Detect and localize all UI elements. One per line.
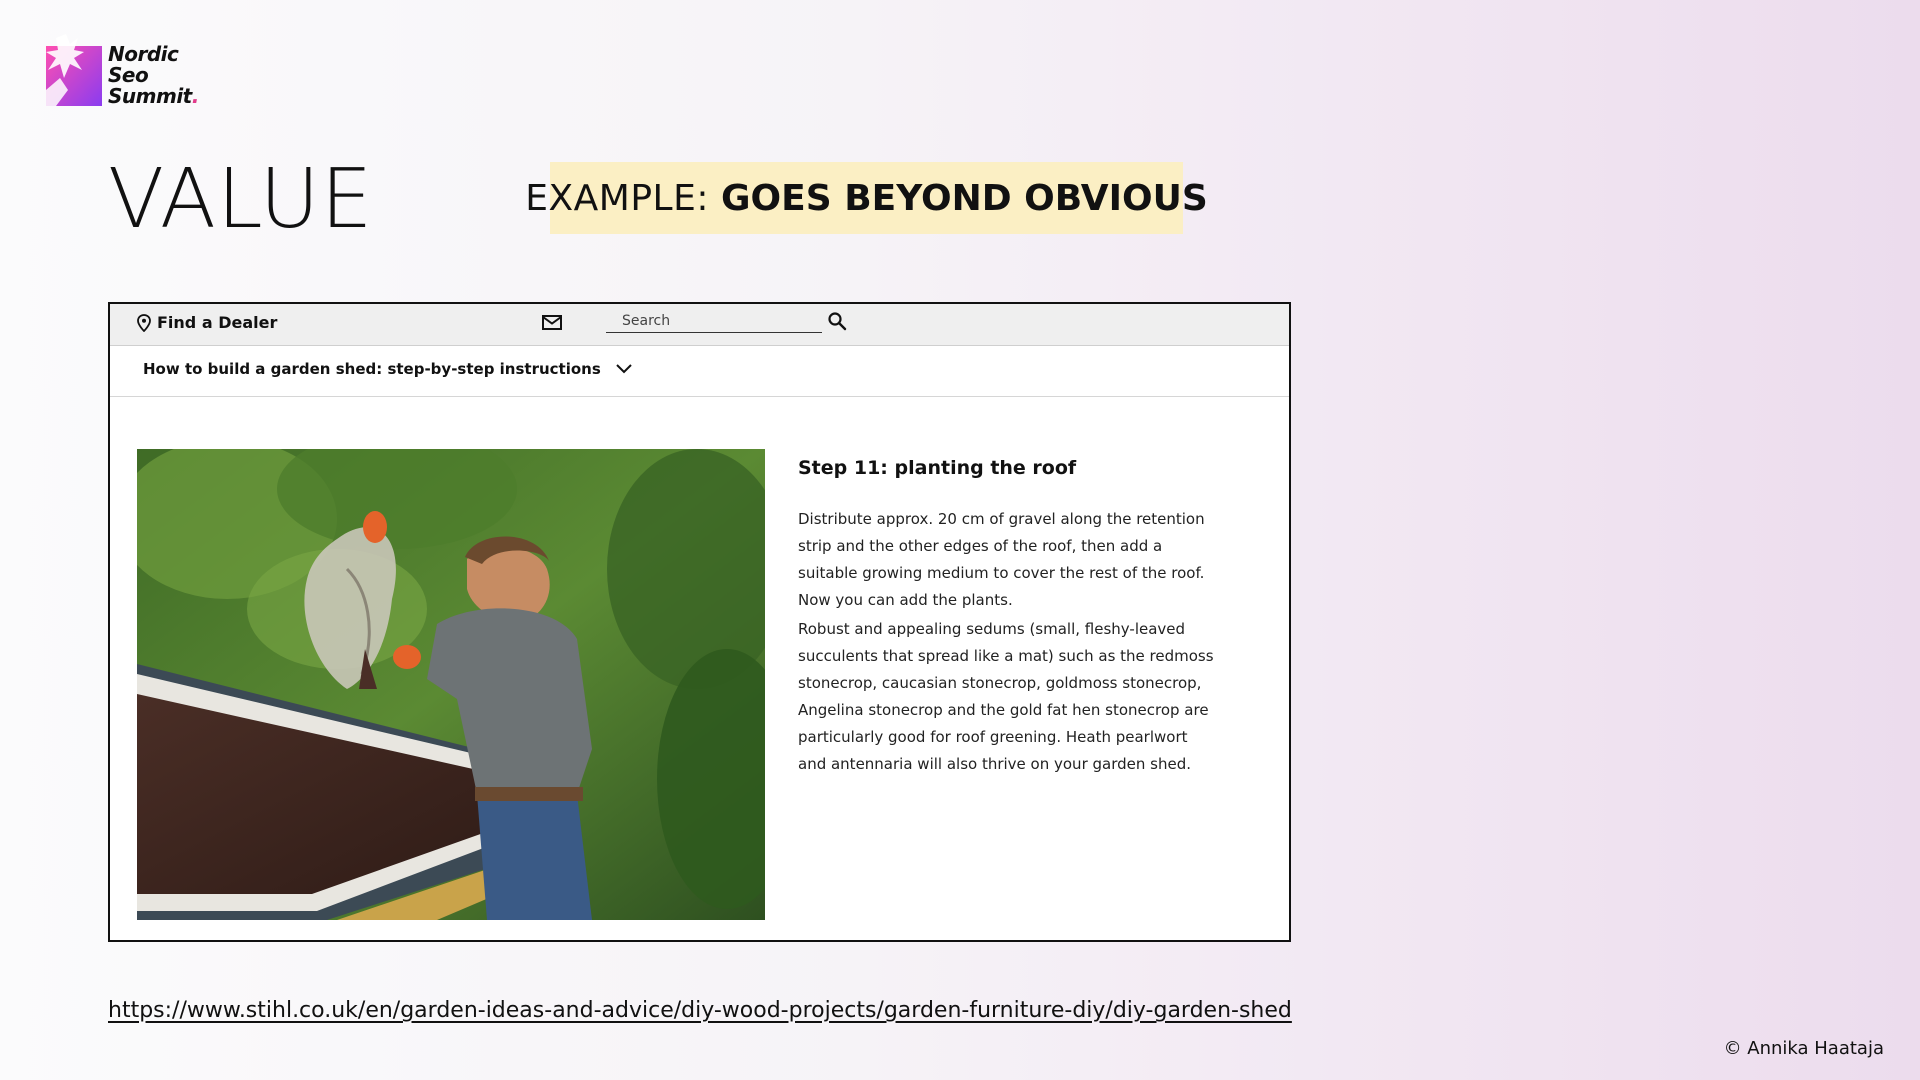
step-title: Step 11: planting the roof (798, 457, 1077, 479)
search-input[interactable] (606, 310, 822, 333)
logo-line-3: Summit (108, 84, 192, 108)
article-subnav (110, 346, 1289, 397)
find-dealer-link[interactable] (137, 313, 277, 332)
step-paragraph-2: Robust and appealing sedums (small, fleshy-leaved succulents that spread like a mat) such as the redmoss stonecrop, caucasian stonecrop, goldmoss stonecrop, Angelina stonecrop and the gold fat hen stonecrop are particularly good for roof greening. Heath pearlwort and antennaria will also thrive on your garden shed. (798, 620, 1214, 773)
example-banner (525, 162, 1208, 234)
slide-title: VALUE (108, 152, 374, 247)
source-url-link[interactable]: https://www.stihl.co.uk/en/garden-ideas-and-advice/diy-wood-projects/garden-furniture-diy/diy-garden-shed (108, 998, 1292, 1023)
logo-mark-icon (38, 30, 108, 110)
site-topbar (110, 304, 1289, 346)
article-content (110, 397, 1289, 937)
search-icon[interactable] (827, 311, 847, 331)
article-section-dropdown[interactable] (143, 360, 633, 378)
logo-line-1: Nordic (108, 42, 179, 66)
find-dealer-label: Find a Dealer (157, 313, 278, 332)
garden-shed-roof-photo (137, 449, 765, 920)
mail-icon[interactable] (542, 315, 562, 330)
article-section-label: How to build a garden shed: step-by-step instructions (143, 360, 601, 378)
step-paragraph-1: Distribute approx. 20 cm of gravel along the retention strip and the other edges of the roof, then add a suitable growing medium to cover the rest of the roof. Now you can add the plants. (798, 510, 1205, 609)
chevron-down-icon (615, 363, 633, 375)
location-pin-icon (137, 314, 151, 332)
nordic-seo-summit-logo (38, 30, 198, 110)
logo-wordmark (108, 44, 199, 107)
website-screenshot (108, 302, 1291, 942)
copyright-notice: © Annika Haataja (1723, 1038, 1884, 1059)
example-highlight: GOES BEYOND OBVIOUS (720, 177, 1208, 219)
logo-dot: . (191, 84, 199, 108)
logo-line-2: Seo (108, 63, 149, 87)
example-prefix: EXAMPLE: (525, 177, 709, 219)
